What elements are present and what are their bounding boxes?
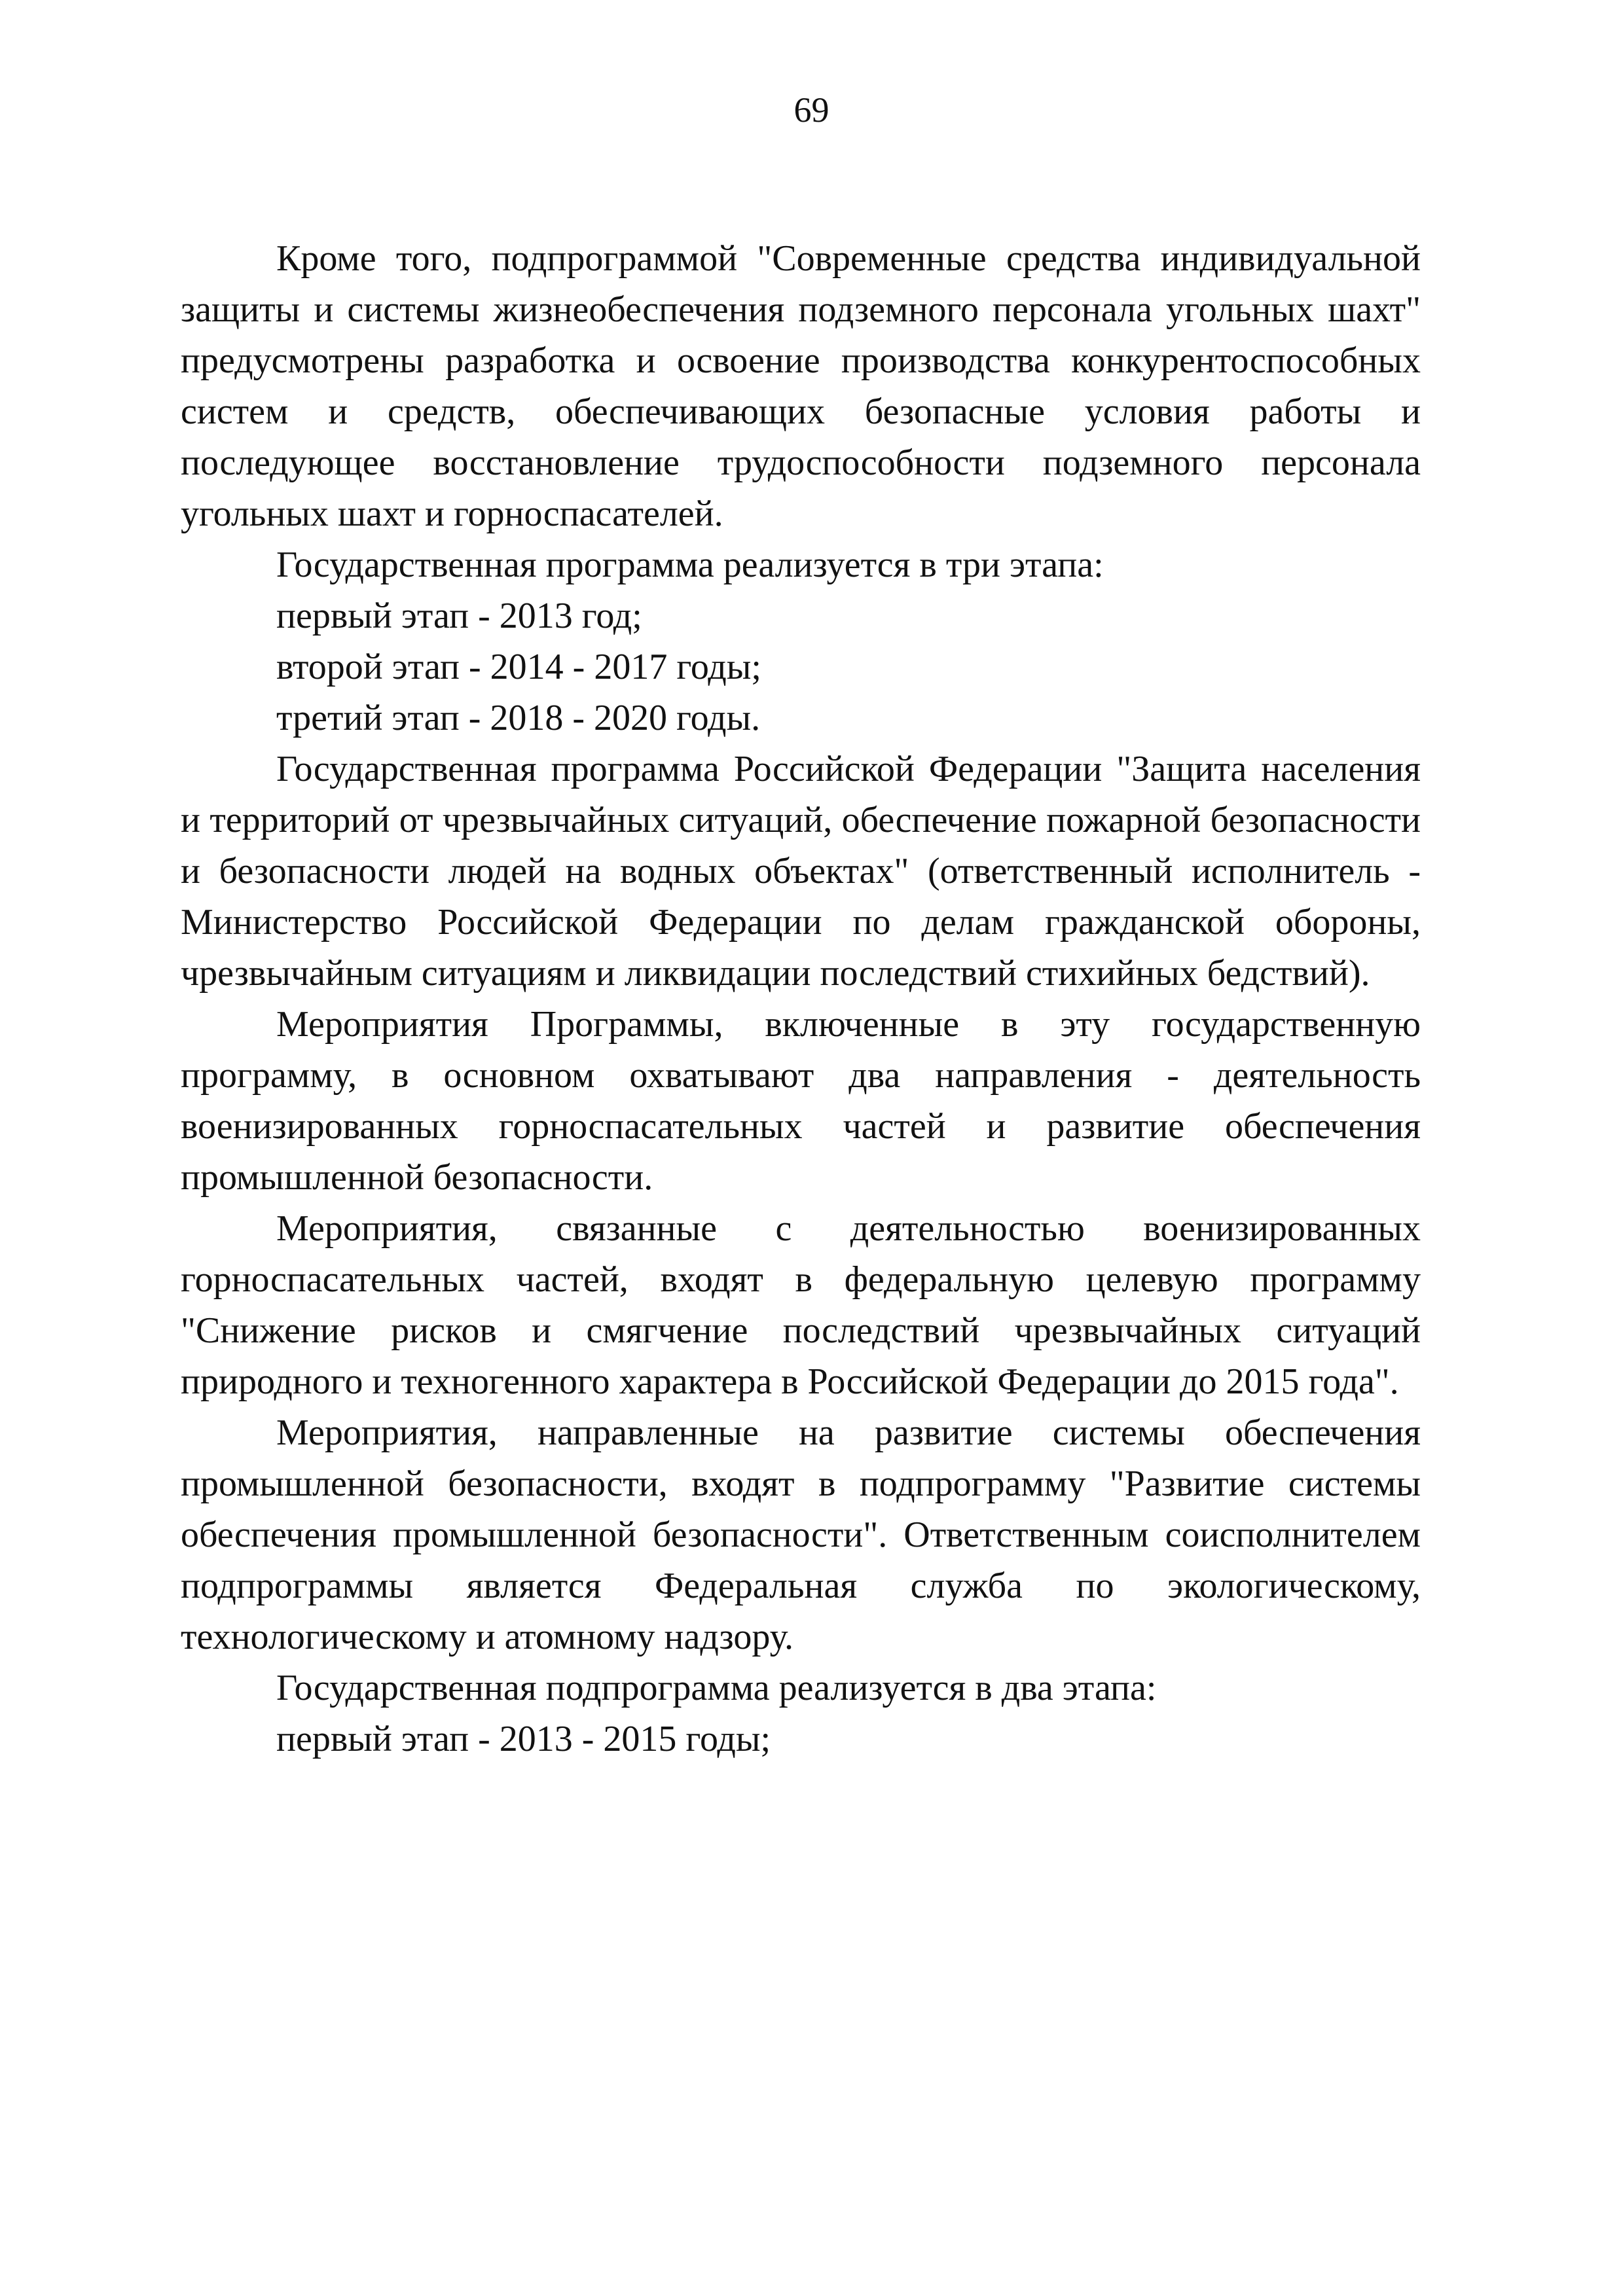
paragraph-state-program-protection: Государственная программа Российской Федерации "Защита населения и территорий от чрезвычайных ситуаций, обеспечение пожарной безопасности и безопасности людей на водных объектах" (ответственный исполнитель - Министерство Российской Федерации по делам гражданской обороны, чрезвычайным ситуациям и ликвидации последствий стихийных бедствий). — [181, 749, 1421, 994]
page-number: 69 — [793, 90, 830, 130]
paragraph-mine-rescue-activities: Мероприятия, связанные с деятельностью военизированных горноспасательных частей, входят в федеральную целевую программу "Снижение рисков и смягчение последствий чрезвычайных ситуаций природного и техногенного характера в Российской Федерации до 2015 года". — [181, 1208, 1421, 1402]
paragraph-subprogram-description: Кроме того, подпрограммой "Современные средства индивидуальной защиты и системы жизнеобеспечения подземного персонала угольных шахт" предусмотрены разработка и освоение производства конкурентоспособных систем и средств, обеспечивающих безопасные условия работы и последующее восстановление трудоспособности подземного персонала угольных шахт и горноспасателей. — [181, 238, 1421, 534]
stage-item: первый этап - 2013 год; — [276, 596, 642, 636]
paragraph-stages-intro: Государственная программа реализуется в три этапа: — [276, 545, 1104, 585]
paragraph-subprogram-stages-intro: Государственная подпрограмма реализуется в два этапа: — [276, 1668, 1157, 1708]
document-body — [181, 233, 1421, 1765]
paragraph-industrial-safety-activities: Мероприятия, направленные на развитие системы обеспечения промышленной безопасности, входят в подпрограмму "Развитие системы обеспечения промышленной безопасности". Ответственным соисполнителем подпрограммы является Федеральная служба по экологическому, технологическому и атомному надзору. — [181, 1412, 1421, 1657]
stage-item: первый этап - 2013 - 2015 годы; — [276, 1719, 771, 1759]
stage-item: второй этап - 2014 - 2017 годы; — [276, 647, 761, 687]
paragraph-program-activities: Мероприятия Программы, включенные в эту государственную программу, в основном охватывают два направления - деятельность военизированных горноспасательных частей и развитие обеспечения промышленной безопасности. — [181, 1004, 1421, 1198]
stage-item: третий этап - 2018 - 2020 годы. — [276, 698, 761, 738]
